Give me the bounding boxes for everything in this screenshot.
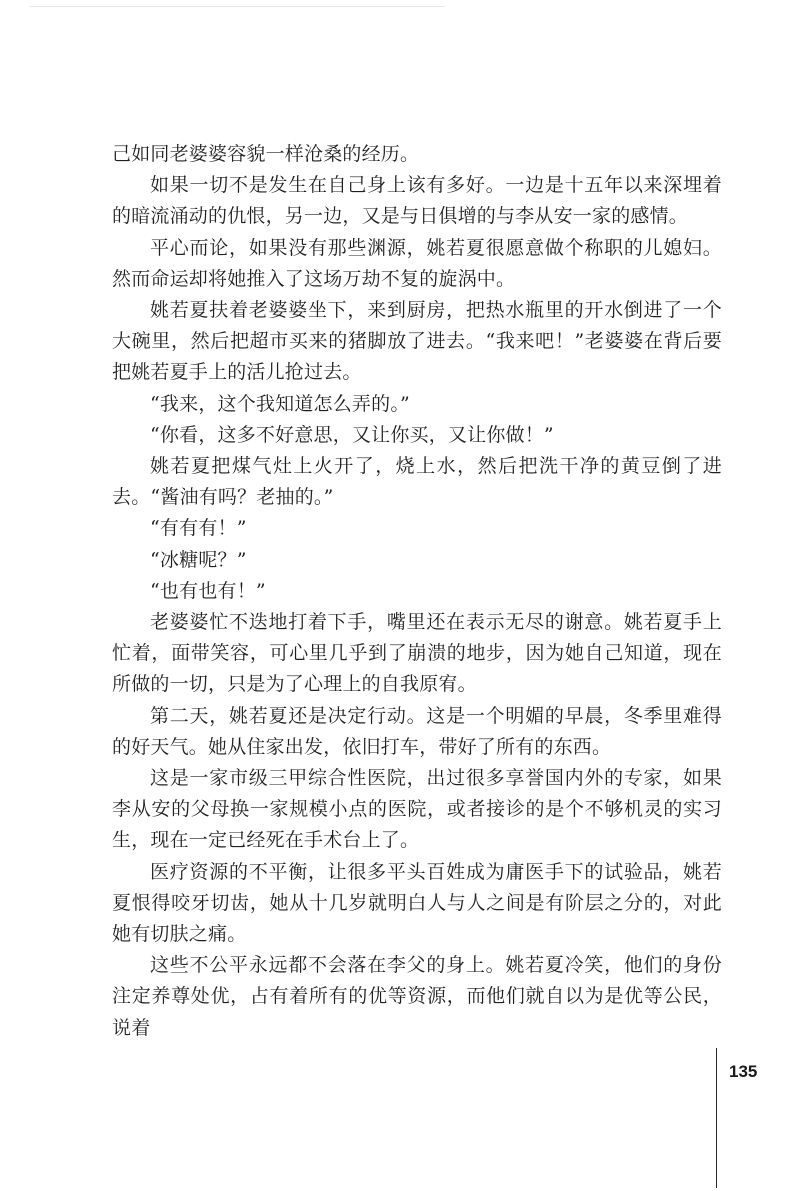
paragraph: “你看，这多不好意思，又让你买，又让你做！” xyxy=(150,423,554,446)
paragraph: 这是一家市级三甲综合性医院，出过很多享誉国内外的专家，如果李从安的父母换一家规模小点的医院，或者接诊的是个不够机灵的实习生，现在一定已经死在手术台上了。 xyxy=(112,767,722,852)
paragraph: 平心而论，如果没有那些渊源，姚若夏很愿意做个称职的儿媳妇。然而命运却将她推入了这场万劫不复的旋涡中。 xyxy=(112,236,722,290)
top-edge-rule xyxy=(30,6,445,7)
page-number-rule xyxy=(716,1048,717,1188)
paragraph: “我来，这个我知道怎么弄的。” xyxy=(150,392,410,415)
paragraph: “冰糖呢？” xyxy=(150,548,247,571)
paragraph: 姚若夏扶着老婆婆坐下，来到厨房，把热水瓶里的开水倒进了一个大碗里，然后把超市买来的猪脚放了进去。“我来吧！”老婆婆在背后要把姚若夏手上的活儿抢过去。 xyxy=(112,299,722,384)
paragraph: 如果一切不是发生在自己身上该有多好。一边是十五年以来深埋着的暗流涌动的仇恨，另一边，又是与日俱增的与李从安一家的感情。 xyxy=(112,174,722,228)
paragraph: 医疗资源的不平衡，让很多平头百姓成为庸医手下的试验品，姚若夏恨得咬牙切齿，她从十几岁就明白人与人之间是有阶层之分的，对此她有切肤之痛。 xyxy=(112,860,722,946)
paragraph: “也有也有！” xyxy=(150,579,266,602)
body-text xyxy=(112,139,722,1044)
page-number: 135 xyxy=(729,1062,758,1081)
paragraph: 这些不公平永远都不会落在李父的身上。姚若夏冷笑，他们的身份注定养尊处优，占有着所有的优等资源，而他们就自以为是优等公民，说着 xyxy=(112,954,722,1039)
paragraph: “有有有！” xyxy=(150,517,247,540)
paragraph: 姚若夏把煤气灶上火开了，烧上水，然后把洗干净的黄豆倒了进去。“酱油有吗？老抽的。” xyxy=(112,455,722,509)
paragraph: 第二天，姚若夏还是决定行动。这是一个明媚的早晨，冬季里难得的好天气。她从住家出发，依旧打车，带好了所有的东西。 xyxy=(112,704,722,758)
paragraph: 己如同老婆婆容貌一样沧桑的经历。 xyxy=(112,143,420,165)
paragraph: 老婆婆忙不迭地打着下手，嘴里还在表示无尽的谢意。姚若夏手上忙着，面带笑容，可心里几乎到了崩溃的地步，因为她自己知道，现在所做的一切，只是为了心理上的自我原宥。 xyxy=(112,611,722,696)
